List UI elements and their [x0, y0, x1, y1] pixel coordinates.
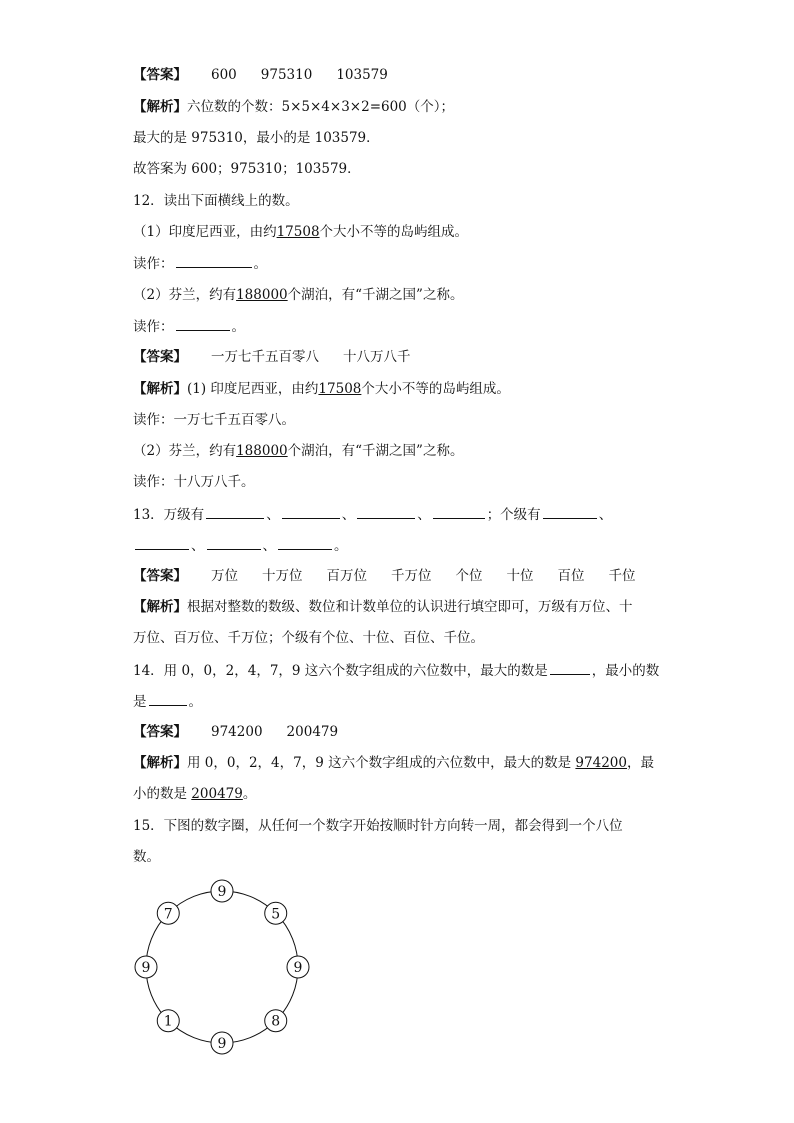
text: 个大小不等的岛屿组成。 — [319, 224, 469, 240]
answer-blank[interactable] — [176, 254, 252, 268]
q12-part2 — [133, 286, 463, 304]
q14-answer-line — [133, 723, 338, 741]
read-label: 读作： — [133, 256, 174, 272]
q12-read2 — [133, 317, 245, 336]
answer-value: 一万七千五百零八 — [211, 349, 319, 365]
text: 。 — [253, 256, 267, 272]
answer-blank[interactable] — [135, 536, 189, 550]
analysis-label: 【解析】 — [133, 755, 187, 771]
digit-label: 9 — [293, 960, 303, 976]
q12-part1 — [133, 223, 468, 241]
q11-analysis-line — [133, 98, 454, 116]
text: 14．用 0，0，2，4，7，9 这六个数字组成的六位数中，最大的数是 — [133, 663, 548, 679]
text: 。 — [188, 694, 202, 710]
answer-value: 百万位 — [326, 568, 367, 584]
q11-analysis-line: 故答案为 600；975310；103579． — [133, 161, 361, 177]
answer-blank[interactable] — [433, 505, 485, 519]
answer-label: 【答案】 — [133, 67, 187, 83]
digit-bubble — [265, 1010, 287, 1032]
text: 个大小不等的岛屿组成。 — [361, 381, 510, 397]
digit-bubble — [157, 1010, 179, 1032]
underlined-number: 188000 — [236, 443, 288, 459]
q11-analysis-line: 最大的是 975310，最小的是 103579． — [133, 130, 380, 146]
underlined-number: 200479 — [191, 786, 243, 802]
q13-answer-line — [133, 567, 636, 585]
q15-line1: 15．下图的数字圈，从任何一个数字开始按顺时针方向转一周，都会得到一个八位 — [133, 818, 623, 834]
q15-line2: 数。 — [133, 849, 160, 865]
text: （2）芬兰，约有 — [133, 287, 237, 303]
underlined-number: 17508 — [276, 224, 320, 240]
analysis-text: 六位数的个数：5×5×4×3×2=600（个）； — [187, 99, 455, 115]
answer-value: 千位 — [608, 568, 636, 584]
q12-analysis-read2: 读作：十八万八千。 — [133, 474, 255, 490]
text: 小的数是 — [133, 786, 192, 802]
digit-label: 9 — [141, 960, 151, 976]
q13-line1 — [133, 505, 612, 524]
analysis-label: 【解析】 — [133, 381, 187, 397]
q12-title: 12．读出下面横线上的数。 — [133, 193, 299, 209]
digit-bubble — [287, 956, 309, 978]
text: 、 — [191, 538, 205, 554]
answer-value: 十万位 — [262, 568, 303, 584]
text: （2）芬兰，约有 — [133, 443, 237, 459]
digit-bubble — [211, 1032, 233, 1054]
text: 个湖泊，有“千湖之国”之称。 — [287, 287, 464, 303]
answer-value: 万位 — [211, 568, 238, 584]
answer-value: 个位 — [455, 568, 483, 584]
digit-bubble — [157, 902, 179, 924]
answer-value: 103579 — [336, 67, 388, 83]
q14-analysis-line — [133, 785, 256, 803]
q13-analysis-line — [133, 598, 633, 616]
answer-value: 十八万八千 — [343, 349, 411, 365]
digit-label: 8 — [271, 1013, 281, 1030]
q12-analysis-read1: 读作：一万七千五百零八。 — [133, 412, 295, 428]
digit-bubble — [265, 902, 287, 924]
answer-value: 百位 — [557, 568, 585, 584]
read-label: 读作： — [133, 319, 174, 335]
text: 、 — [598, 507, 613, 523]
q12-answer-line — [133, 348, 411, 366]
q12-analysis-line — [133, 380, 510, 398]
underlined-number: 17508 — [318, 381, 362, 397]
answer-blank[interactable] — [357, 505, 415, 519]
underlined-number: 188000 — [236, 287, 288, 303]
analysis-label: 【解析】 — [133, 99, 187, 115]
answer-value: 975310 — [260, 67, 313, 83]
digit-label: 7 — [163, 906, 173, 923]
text: ，最 — [626, 755, 654, 771]
answer-blank[interactable] — [206, 505, 264, 519]
answer-blank[interactable] — [543, 505, 597, 519]
text: 。 — [242, 786, 257, 802]
q13-line2 — [133, 536, 348, 555]
q14-analysis-line — [133, 754, 654, 772]
answer-blank[interactable] — [176, 317, 230, 331]
q12-read1 — [133, 254, 267, 273]
text: ；个级有 — [486, 507, 541, 523]
text: 。 — [334, 538, 348, 554]
text: 、 — [262, 538, 276, 554]
answer-value: 200479 — [286, 724, 339, 740]
q11-answer-line — [133, 66, 388, 84]
answer-blank[interactable] — [207, 536, 261, 550]
text: 是 — [133, 694, 147, 710]
digit-label: 9 — [217, 884, 227, 900]
underlined-number: 974200 — [575, 755, 627, 771]
text: 用 0，0，2，4，7，9 这六个数字组成的六位数中，最大的数是 — [187, 755, 576, 771]
answer-value: 974200 — [211, 724, 263, 740]
digit-label: 5 — [271, 906, 281, 923]
answer-blank[interactable] — [278, 536, 332, 550]
text: (1) 印度尼西亚，由约 — [187, 381, 319, 397]
text: 、 — [417, 507, 431, 523]
q14-line1 — [133, 661, 659, 680]
digit-label: 1 — [163, 1013, 173, 1030]
q14-line2 — [133, 692, 202, 711]
text: ，最小的数 — [591, 663, 660, 679]
text: 、 — [266, 507, 280, 523]
text: （1）印度尼西亚，由约 — [133, 224, 277, 240]
answer-label: 【答案】 — [133, 568, 187, 584]
answer-label: 【答案】 — [133, 724, 187, 740]
text: 13．万级有 — [133, 507, 205, 523]
q13-analysis-line: 万位、百万位、千万位；个级有个位、十位、百位、千位。 — [133, 630, 484, 646]
digit-bubble — [135, 956, 157, 978]
text: 个湖泊，有“千湖之国”之称。 — [287, 443, 464, 459]
answer-blank[interactable] — [282, 505, 340, 519]
analysis-label: 【解析】 — [133, 599, 187, 615]
text: 根据对整数的数级、数位和计数单位的认识进行填空即可，万级有万位、十 — [187, 599, 633, 615]
text: 。 — [231, 319, 245, 335]
answer-value: 600 — [211, 67, 237, 83]
answer-label: 【答案】 — [133, 349, 187, 365]
answer-blank[interactable] — [550, 661, 590, 675]
digit-circle-figure — [126, 872, 326, 1062]
answer-value: 千万位 — [391, 568, 432, 584]
digit-bubble — [211, 880, 233, 902]
answer-value: 十位 — [506, 568, 534, 584]
digit-label: 9 — [217, 1036, 227, 1052]
q12-analysis-part2 — [133, 442, 463, 460]
text: 、 — [341, 507, 356, 523]
answer-blank[interactable] — [149, 692, 187, 706]
